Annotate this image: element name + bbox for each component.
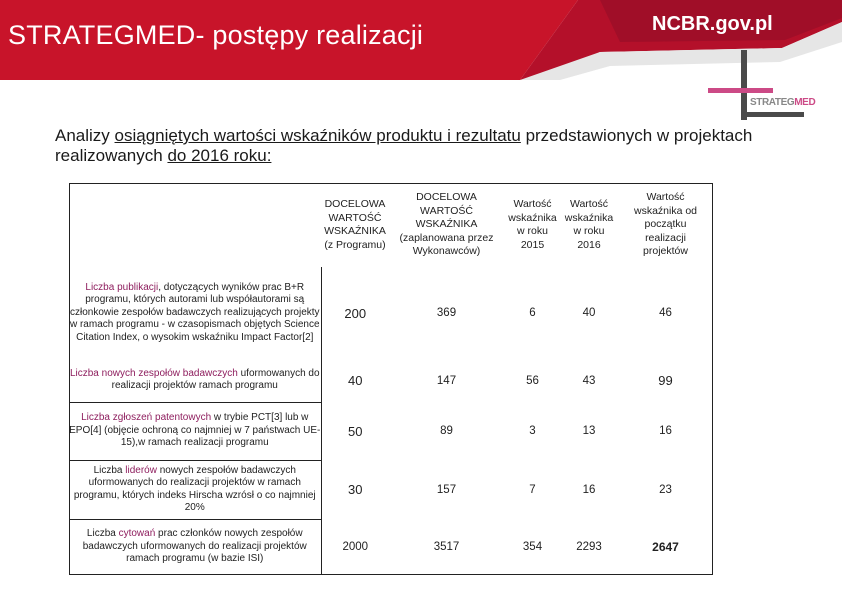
col-header-target-program: DOCELOWA WARTOŚĆ WSKAŹNIKA (z Programu) bbox=[324, 198, 386, 251]
logo-text: STRATEGMED bbox=[750, 97, 816, 108]
row-label-publications: Liczba publikacji, dotyczących wyników prac B+R programu, których autorami lub współautorami są członkowie zespołów badawczych realizujących projekty w ramach programu - w czasopismach objętych Science Citation Index, o wysokim wskaźniku Impact Factor[2] bbox=[69, 267, 321, 359]
table-row bbox=[69, 402, 714, 460]
cell-value: 30 bbox=[348, 482, 363, 497]
cell-value: 50 bbox=[348, 423, 363, 439]
col-header-value-total: Wartość wskaźnika od początku realizacji projektów bbox=[633, 191, 698, 258]
cell-value: 3 bbox=[529, 425, 536, 437]
cell-value: 3517 bbox=[433, 540, 460, 553]
cell-value: 46 bbox=[659, 307, 672, 319]
col-header-value-2016: Wartość wskaźnika w roku 2016 bbox=[564, 198, 614, 251]
row-label-teams: Liczba nowych zespołów badawczych uformowanych do realizacji projektów ramach programu bbox=[69, 359, 321, 402]
row-label-leaders: Liczba liderów nowych zespołów badawczych uformowanych do realizacji projektów w ramach programu, których indeks Hirscha wzrósł o co najmniej 20% bbox=[69, 460, 321, 519]
cell-value: 56 bbox=[526, 374, 539, 387]
cell-value: 89 bbox=[440, 425, 453, 437]
cell-value: 40 bbox=[348, 373, 363, 388]
cell-value: 99 bbox=[658, 373, 673, 388]
cell-value: 157 bbox=[436, 483, 457, 496]
table-row bbox=[69, 460, 714, 519]
table-row bbox=[69, 359, 714, 402]
indicator-table bbox=[69, 183, 714, 574]
page-title: STRATEGMED- postępy realizacji bbox=[8, 20, 424, 50]
cell-value: 43 bbox=[582, 374, 596, 387]
col-header-value-2015: Wartość wskaźnika w roku 2015 bbox=[508, 198, 557, 251]
table-row bbox=[69, 519, 714, 574]
cell-value: 6 bbox=[529, 307, 536, 319]
table-row bbox=[69, 267, 714, 359]
cell-value: 16 bbox=[582, 483, 596, 496]
cell-value: 40 bbox=[582, 307, 596, 319]
row-label-citations: Liczba cytowań prac członków nowych zespołów badawczych uformowanych do realizacji projektów ramach programu (w bazie ISI) bbox=[69, 519, 321, 574]
cell-value: 2647 bbox=[652, 539, 679, 554]
cell-value: 2000 bbox=[342, 540, 369, 553]
intro-text: Analizy osiągniętych wartości wskaźników produktu i rezultatu przedstawionych w projektach realizowanych do 2016 roku: bbox=[55, 126, 753, 165]
cell-value: 23 bbox=[659, 483, 672, 496]
col-header-target-planned: DOCELOWA WARTOŚĆ WSKAŹNIKA (zaplanowana przez Wykonawców) bbox=[399, 191, 494, 258]
cell-value: 354 bbox=[522, 540, 543, 553]
cell-value: 13 bbox=[582, 425, 596, 437]
site-logo-text[interactable]: NCBR.gov.pl bbox=[652, 13, 773, 35]
header-empty-cell bbox=[69, 183, 321, 267]
row-label-patents: Liczba zgłoszeń patentowych w trybie PCT[3] lub w EPO[4] (objęcie ochroną co najmniej w 7 państwach UE-15),w ramach realizacji programu bbox=[69, 402, 321, 460]
cell-value: 16 bbox=[659, 425, 672, 437]
strategmed-logo bbox=[708, 50, 816, 126]
cell-value: 200 bbox=[344, 305, 367, 321]
cell-value: 2293 bbox=[576, 540, 602, 553]
cell-value: 7 bbox=[529, 483, 536, 496]
cell-value: 369 bbox=[436, 307, 457, 319]
cell-value: 147 bbox=[436, 374, 457, 387]
